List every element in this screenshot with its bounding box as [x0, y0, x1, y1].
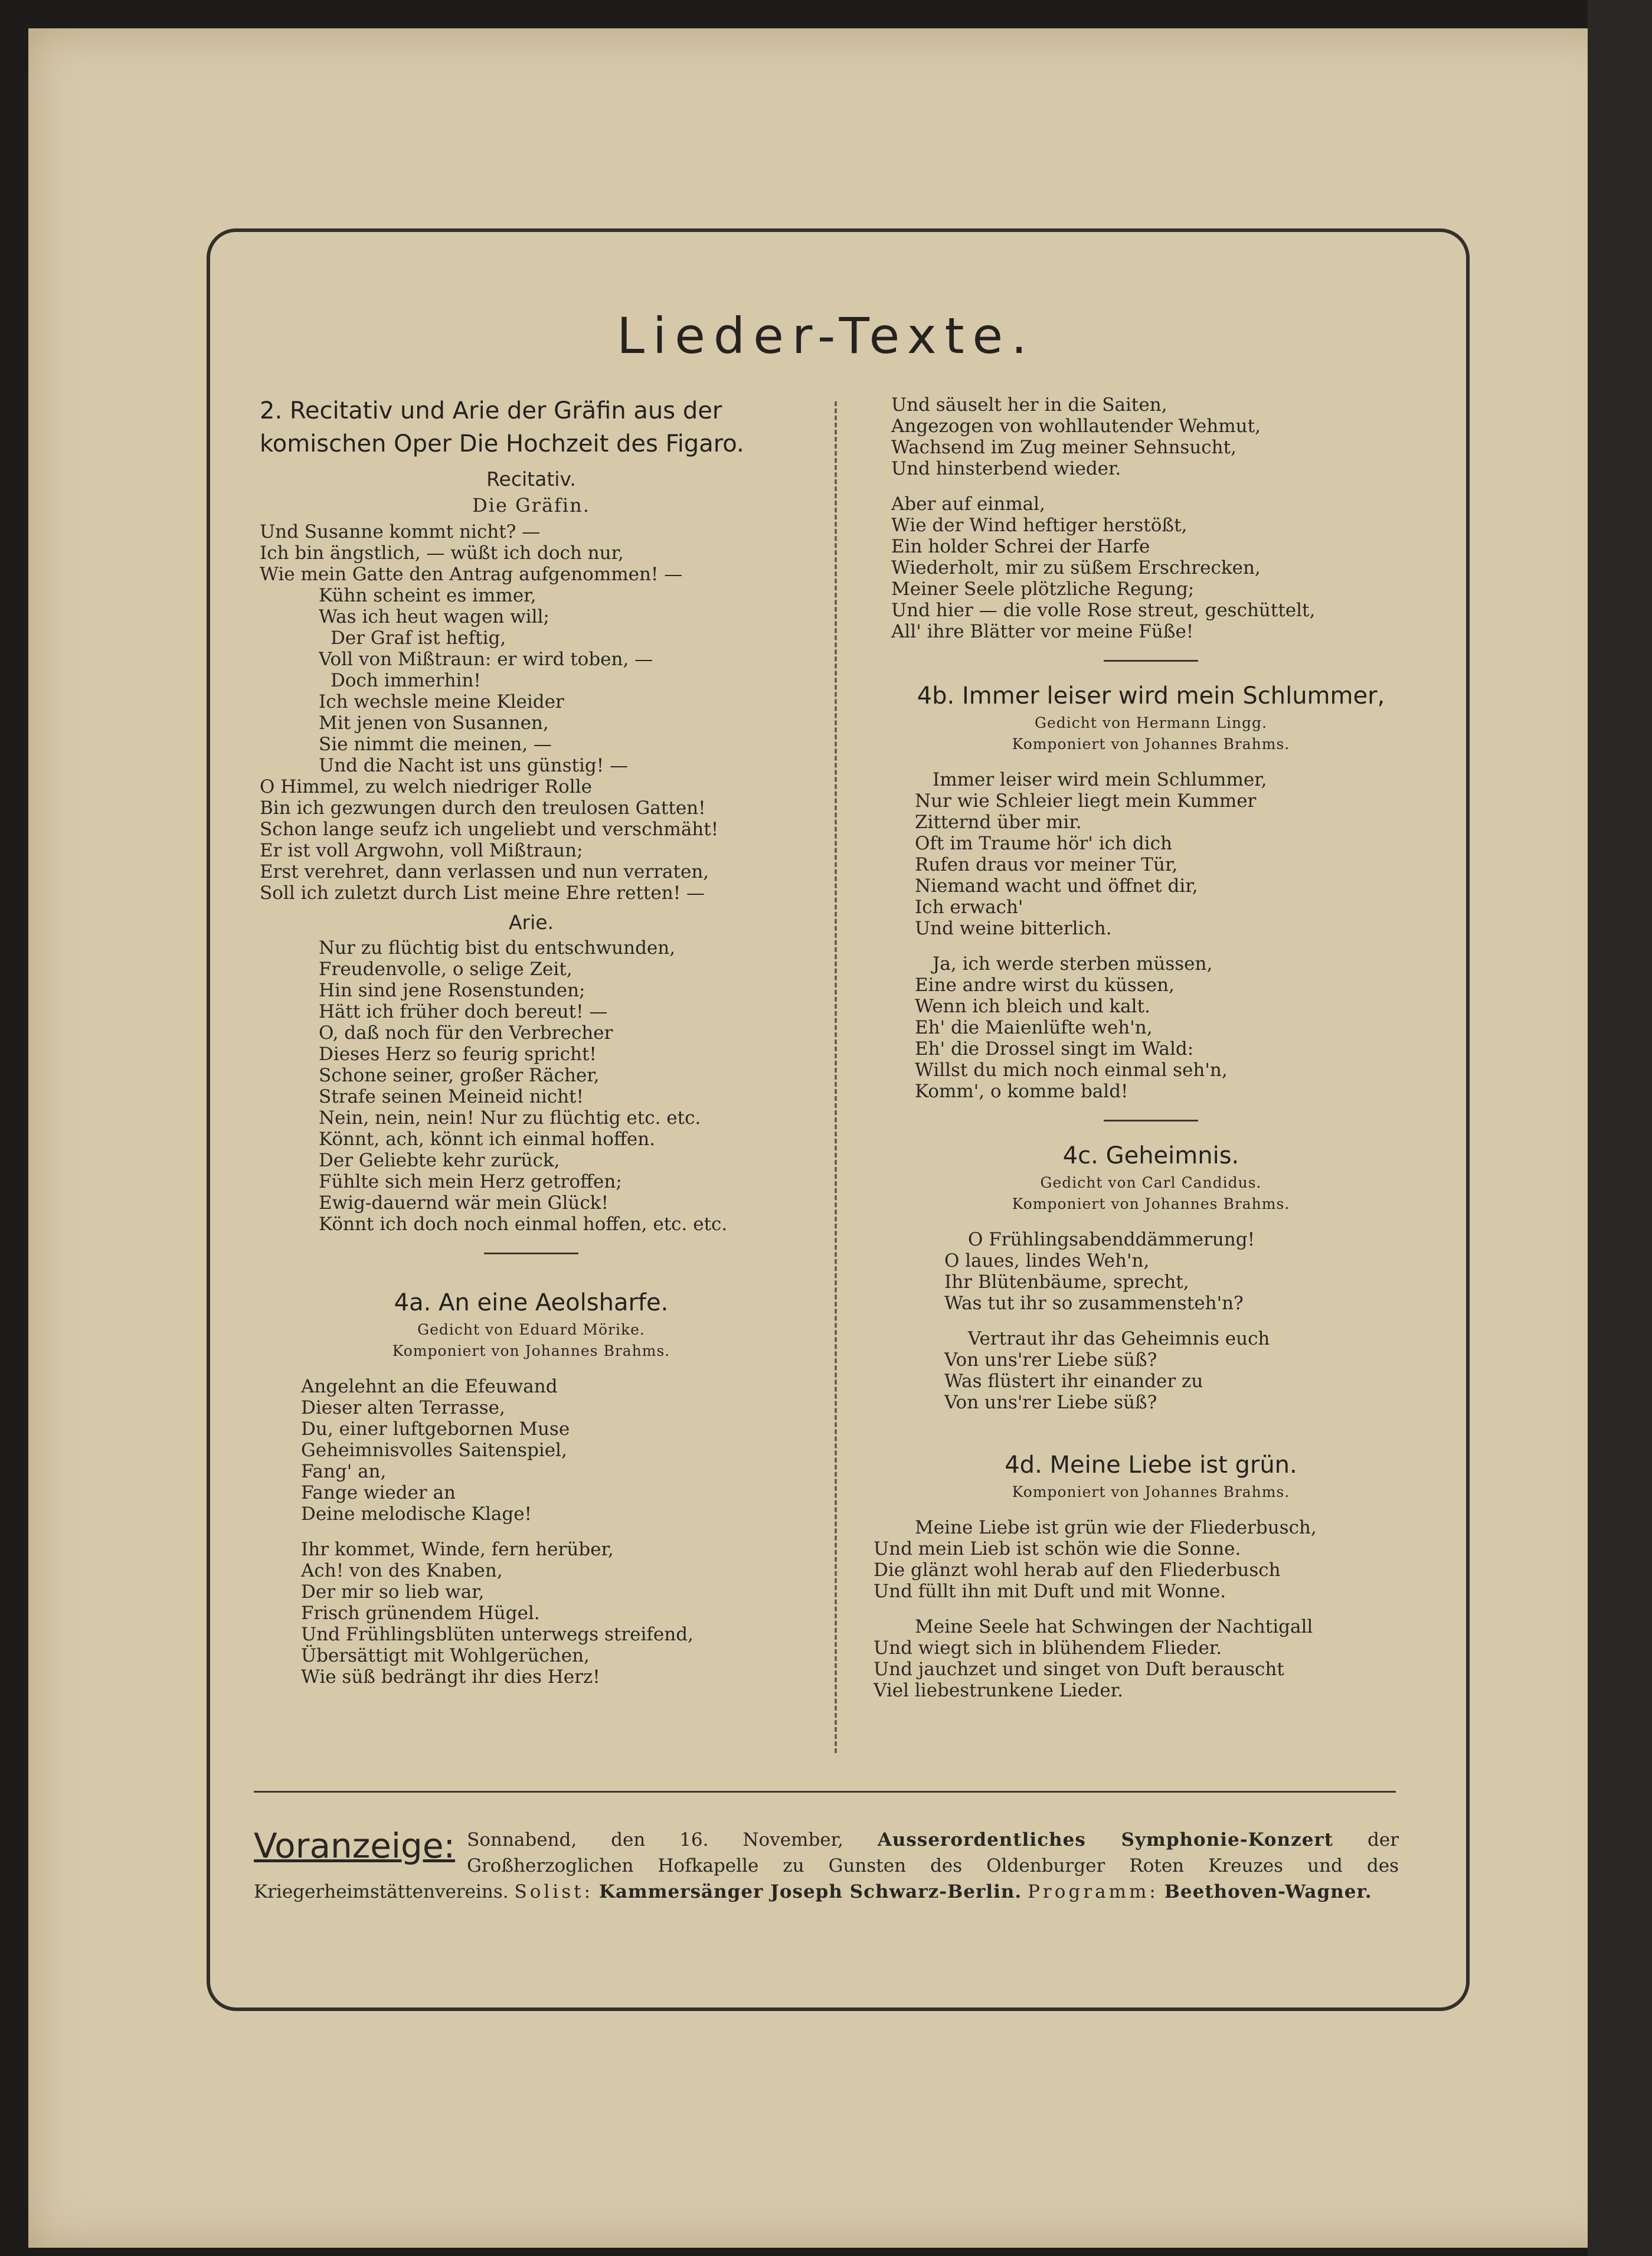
- verse-line: Und wiegt sich in blühendem Flieder.: [874, 1637, 1222, 1659]
- verse-line: Nur zu flüchtig bist du entschwunden,: [319, 937, 676, 959]
- verse-line: Zitternd über mir.: [915, 812, 1082, 833]
- verse-line: Dieser alten Terrasse,: [301, 1397, 505, 1418]
- verse-line: Willst du mich noch einmal seh'n,: [915, 1060, 1228, 1081]
- verse-line: Und säuselt her in die Saiten,: [891, 394, 1167, 416]
- song-2-heading: 2. Recitativ und Arie der Gräfin aus der komischen Oper Die Hochzeit des Figaro.: [260, 397, 744, 457]
- verse-line: Eh' die Maienlüfte weh'n,: [915, 1017, 1153, 1038]
- arie-verse: [260, 937, 803, 1235]
- verse-line: Angelehnt an die Efeuwand: [301, 1376, 558, 1397]
- verse-line: Könnt, ach, könnt ich einmal hoffen.: [319, 1129, 656, 1150]
- column-divider: [835, 401, 837, 1753]
- verse-line: Kühn scheint es immer,: [319, 585, 537, 606]
- verse-line: Wenn ich bleich und kalt.: [915, 996, 1150, 1017]
- verse-line: O, daß noch für den Verbrecher: [319, 1022, 613, 1044]
- verse-line: Ich erwach': [915, 897, 1023, 918]
- verse-line: Ihr Blütenbäume, sprecht,: [944, 1271, 1189, 1293]
- poet-credit: Gedicht von Hermann Lingg.: [1034, 714, 1268, 731]
- verse-line: Niemand wacht und öffnet dir,: [915, 875, 1198, 897]
- soloist-label: Solist:: [514, 1881, 594, 1902]
- composer-credit: Komponiert von Johannes Brahms.: [1012, 735, 1290, 753]
- song-4a-verse-2: [260, 1539, 803, 1688]
- verse-line: Bin ich gezwungen durch den treulosen Gatten!: [260, 797, 706, 819]
- announcement-concert: Ausserordentliches Symphonie-Konzert: [877, 1829, 1334, 1850]
- announcement: [254, 1827, 1399, 1905]
- song-4d-heading: 4d. Meine Liebe ist grün.: [1005, 1451, 1297, 1479]
- verse-line: Was ich heut wagen will;: [319, 606, 549, 627]
- verse-line: Fange wieder an: [301, 1482, 456, 1503]
- song-4c-verse-2: [874, 1328, 1428, 1413]
- verse-line: Rufen draus vor meiner Tür,: [915, 854, 1178, 875]
- verse-line: Viel liebestrunkene Lieder.: [874, 1680, 1123, 1701]
- verse-line: Komm', o komme bald!: [915, 1081, 1128, 1102]
- verse-line: Fühlte sich mein Herz getroffen;: [319, 1171, 622, 1192]
- verse-line: Und jauchzet und singet von Duft berauscht: [874, 1659, 1284, 1680]
- verse-line: Wie mein Gatte den Antrag aufgenommen! —: [260, 564, 683, 585]
- verse-line: Dieses Herz so feurig spricht!: [319, 1044, 597, 1065]
- verse-line: Was flüstert ihr einander zu: [944, 1371, 1203, 1392]
- composer-credit: Komponiert von Johannes Brahms.: [1012, 1483, 1290, 1500]
- section-rule: [1104, 1120, 1198, 1122]
- verse-line: Doch immerhin!: [331, 670, 481, 691]
- verse-line: Der Geliebte kehr zurück,: [319, 1150, 560, 1171]
- verse-line: Und füllt ihn mit Duft und mit Wonne.: [874, 1581, 1226, 1602]
- song-4a-verse-1: [260, 1376, 803, 1525]
- verse-line: Meiner Seele plötzliche Regung;: [891, 578, 1195, 600]
- verse-line: Übersättigt mit Wohlgerüchen,: [301, 1645, 590, 1666]
- verse-line: O Frühlingsabenddämmerung!: [968, 1229, 1255, 1250]
- verse-line: Aber auf einmal,: [891, 493, 1045, 515]
- song-4a-heading: 4a. An eine Aeolsharfe.: [394, 1289, 669, 1316]
- verse-line: Ich wechsle meine Kleider: [319, 691, 564, 712]
- verse-line: Der Graf ist heftig,: [331, 627, 506, 649]
- verse-line: Schon lange seufz ich ungeliebt und verschmäht!: [260, 819, 719, 840]
- song-4d-verse-1: [874, 1517, 1428, 1602]
- verse-line: O Himmel, zu welch niedriger Rolle: [260, 776, 592, 797]
- verse-line: Und hier — die volle Rose streut, geschüttelt,: [891, 600, 1316, 621]
- section-rule: [1104, 660, 1198, 662]
- verse-line: Mit jenen von Susannen,: [319, 712, 549, 734]
- verse-line: All' ihre Blätter vor meine Füße!: [891, 621, 1194, 642]
- verse-line: Könnt ich doch noch einmal hoffen, etc. etc.: [319, 1214, 728, 1235]
- verse-line: Soll ich zuletzt durch List meine Ehre retten! —: [260, 882, 705, 904]
- verse-line: Von uns'rer Liebe süß?: [944, 1392, 1157, 1413]
- verse-line: Schone seiner, großer Rächer,: [319, 1065, 600, 1086]
- verse-line: Ein holder Schrei der Harfe: [891, 536, 1150, 557]
- verse-line: Und weine bitterlich.: [915, 918, 1112, 939]
- verse-line: Immer leiser wird mein Schlummer,: [933, 769, 1267, 790]
- soloist-name: Kammersänger Joseph Schwarz-Berlin.: [598, 1881, 1022, 1902]
- arie-label: Arie.: [508, 911, 554, 934]
- poet-credit: Gedicht von Eduard Mörike.: [417, 1321, 645, 1338]
- verse-line: Er ist voll Argwohn, voll Mißtraun;: [260, 840, 583, 861]
- composer-credit: Komponiert von Johannes Brahms.: [392, 1342, 670, 1359]
- verse-line: Sie nimmt die meinen, —: [319, 734, 552, 755]
- verse-line: Angezogen von wohllautender Wehmut,: [891, 416, 1261, 437]
- recitativ-label: Recitativ.: [486, 467, 576, 491]
- verse-line: Erst verehret, dann verlassen und nun verraten,: [260, 861, 709, 882]
- song-4c-heading: 4c. Geheimnis.: [1062, 1142, 1239, 1169]
- footer-rule: [254, 1791, 1396, 1793]
- verse-line: Was tut ihr so zusammensteh'n?: [944, 1293, 1244, 1314]
- verse-line: Ewig-dauernd wär mein Glück!: [319, 1192, 609, 1214]
- verse-line: Nein, nein, nein! Nur zu flüchtig etc. etc.: [319, 1107, 701, 1129]
- song-4c-verse-1: [874, 1229, 1428, 1314]
- verse-line: Die glänzt wohl herab auf den Fliederbusch: [874, 1559, 1281, 1581]
- section-rule: [484, 1253, 578, 1254]
- verse-line: Und mein Lieb ist schön wie die Sonne.: [874, 1538, 1241, 1559]
- announcement-date: Sonnabend, den 16. November,: [467, 1829, 843, 1850]
- composer-credit: Komponiert von Johannes Brahms.: [1012, 1195, 1290, 1212]
- verse-line: Und Frühlingsblüten unterwegs streifend,: [301, 1624, 693, 1645]
- verse-line: Frisch grünendem Hügel.: [301, 1603, 540, 1624]
- verse-line: Wachsend im Zug meiner Sehnsucht,: [891, 437, 1236, 458]
- verse-line: Von uns'rer Liebe süß?: [944, 1349, 1157, 1371]
- announcement-details: der Großherzoglichen Hofkapelle zu Gunsten des Oldenburger Roten Kreuzes und des Kriegerheimstättenvereins.: [254, 1829, 1399, 1902]
- song-4b-verse-2: [874, 953, 1428, 1102]
- verse-line: Fang' an,: [301, 1461, 387, 1482]
- song-4b-verse-1: [874, 769, 1428, 939]
- verse-line: Du, einer luftgebornen Muse: [301, 1418, 570, 1440]
- verse-line: Nur wie Schleier liegt mein Kummer: [915, 790, 1257, 812]
- verse-line: Und Susanne kommt nicht? —: [260, 521, 541, 542]
- announcement-label: Voranzeige:: [254, 1826, 456, 1866]
- verse-line: Eh' die Drossel singt im Wald:: [915, 1038, 1194, 1060]
- song-4a-cont-verse-2: [874, 493, 1428, 642]
- verse-line: Oft im Traume hör' ich dich: [915, 833, 1172, 854]
- verse-line: Und die Nacht ist uns günstig! —: [319, 755, 629, 776]
- verse-line: Wie der Wind heftiger herstößt,: [891, 515, 1188, 536]
- verse-line: Eine andre wirst du küssen,: [915, 975, 1175, 996]
- verse-line: Und hinsterbend wieder.: [891, 458, 1121, 479]
- verse-line: Ihr kommet, Winde, fern herüber,: [301, 1539, 614, 1560]
- verse-line: Der mir so lieb war,: [301, 1581, 485, 1603]
- verse-line: Strafe seinen Meineid nicht!: [319, 1086, 584, 1107]
- song-4d-verse-2: [874, 1616, 1428, 1701]
- verse-line: Vertraut ihr das Geheimnis euch: [968, 1328, 1270, 1349]
- verse-line: Ich bin ängstlich, — wüßt ich doch nur,: [260, 542, 624, 564]
- page-title: Lieder-Texte.: [617, 307, 1035, 365]
- recitativ-verse: [260, 521, 803, 904]
- verse-line: Wiederholt, mir zu süßem Erschrecken,: [891, 557, 1261, 578]
- song-4a-cont-verse-1: [874, 394, 1428, 479]
- verse-line: Voll von Mißtraun: er wird toben, —: [319, 649, 653, 670]
- verse-line: Ja, ich werde sterben müssen,: [933, 953, 1213, 975]
- verse-line: Wie süß bedrängt ihr dies Herz!: [301, 1666, 600, 1688]
- song-4b-heading: 4b. Immer leiser wird mein Schlummer,: [917, 682, 1385, 710]
- verse-line: Hin sind jene Rosenstunden;: [319, 980, 585, 1001]
- verse-line: Freudenvolle, o selige Zeit,: [319, 959, 573, 980]
- verse-line: Hätt ich früher doch bereut! —: [319, 1001, 608, 1022]
- verse-line: Geheimnisvolles Saitenspiel,: [301, 1440, 567, 1461]
- verse-line: Ach! von des Knaben,: [301, 1560, 503, 1581]
- verse-line: Deine melodische Klage!: [301, 1503, 532, 1525]
- verse-line: O laues, lindes Weh'n,: [944, 1250, 1150, 1271]
- verse-line: Meine Seele hat Schwingen der Nachtigall: [915, 1616, 1313, 1637]
- program-label: Programm:: [1028, 1881, 1159, 1902]
- program-name: Beethoven-Wagner.: [1164, 1881, 1372, 1902]
- right-column: [874, 394, 1428, 1701]
- role-label: Die Gräfin.: [472, 494, 590, 516]
- poet-credit: Gedicht von Carl Candidus.: [1040, 1174, 1262, 1191]
- verse-line: Meine Liebe ist grün wie der Fliederbusch,: [915, 1517, 1317, 1538]
- left-column: [260, 394, 803, 1688]
